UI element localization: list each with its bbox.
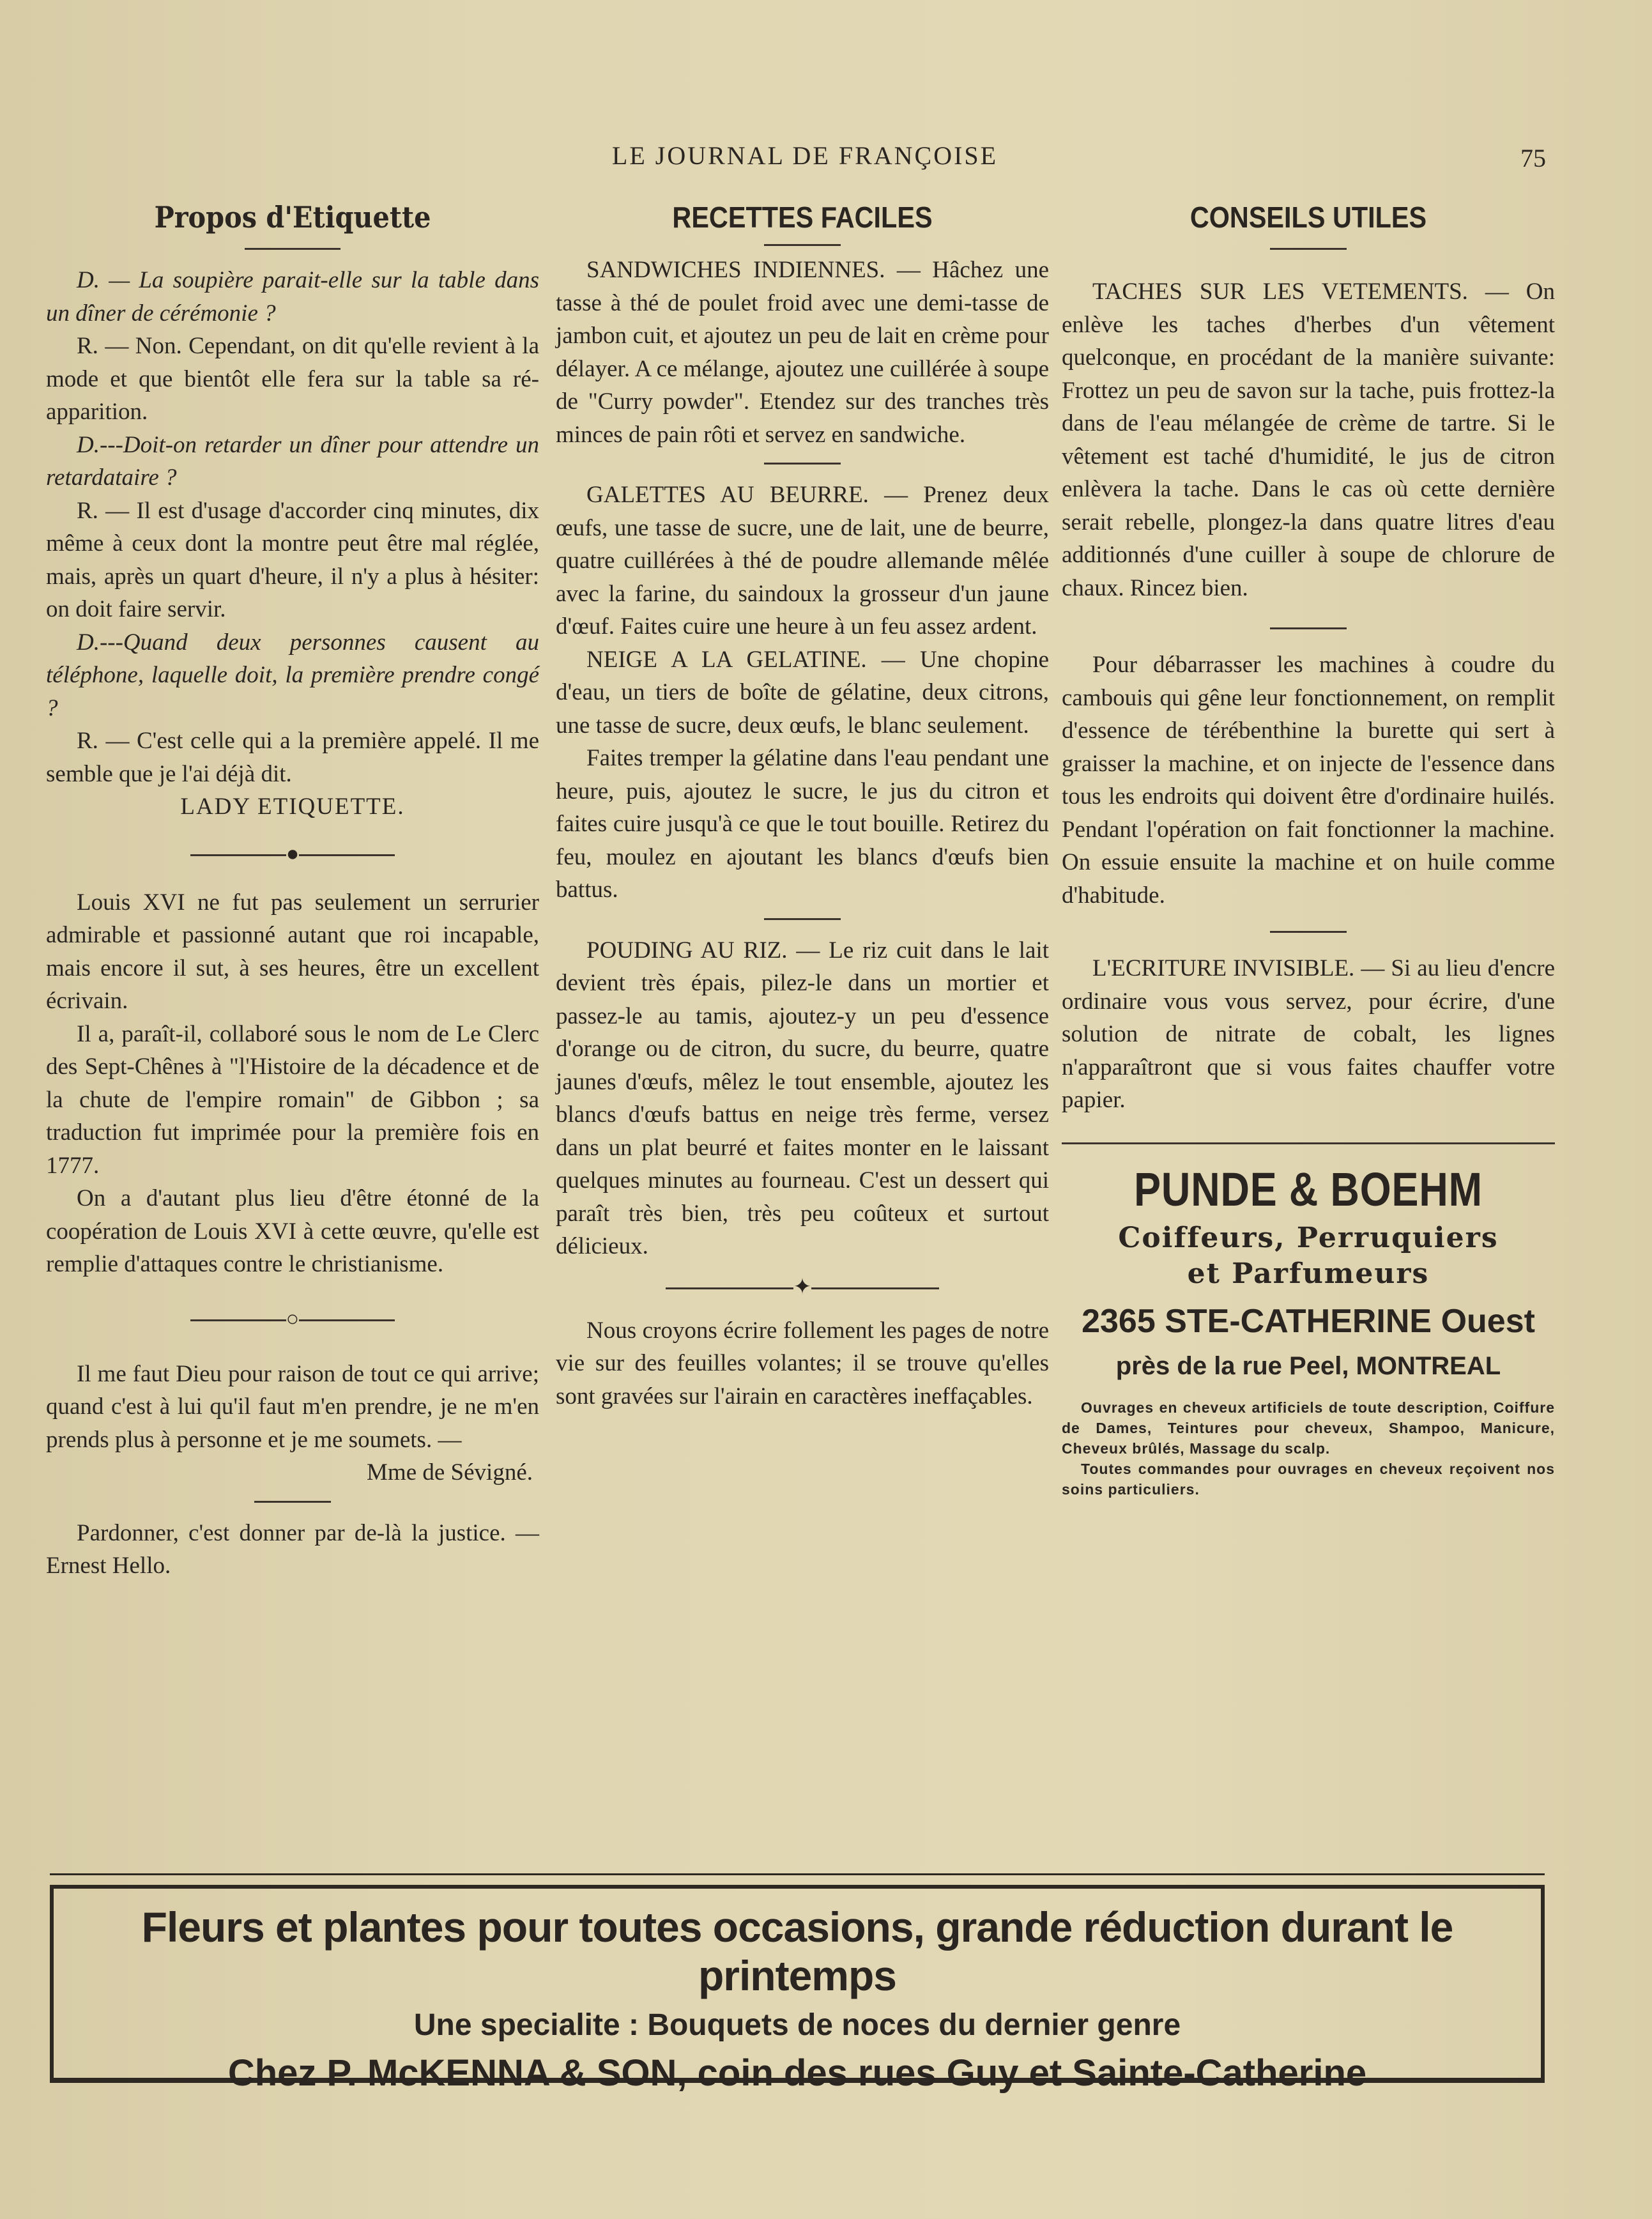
recipe-pouding <box>556 934 1049 1263</box>
recipe-title: GALETTES AU BEURRE. <box>586 482 869 508</box>
quote-sevigne: Il me faut Dieu pour raison de tout ce qui arrive; quand c'est à lui qu'il faut m'en prendre, je ne m'en prends plus à personne et je me soumets. — <box>46 1360 539 1453</box>
tip-text: — Si au lieu d'encre ordinaire vous vous servez, pour écrire, d'une solution de nitrate de cobalt, les lignes n'apparaîtront que si vous faites chauffer votre papier. <box>1062 955 1555 1113</box>
recipe-neige-method: Faites tremper la gélatine dans l'eau pendant une heure, puis, ajoutez le sucre, le jus du citron et faites cuire jusqu'à ce que le tout bouille. Retirez du feu, moulez en ajoutant les blancs d'œufs bien battus. <box>556 745 1049 903</box>
ornament-divider: ○ <box>46 1307 539 1332</box>
answer-1: R. — Non. Cependant, on dit qu'elle revient à la mode et que bientôt elle fera sur la table sa ré-apparition. <box>46 333 539 425</box>
section-heading-etiquette: Propos d'Etiquette <box>154 200 431 234</box>
answer-3: R. — C'est celle qui a la première appelé. Il me semble que je l'ai déjà dit. <box>46 728 539 787</box>
question-3: D.---Quand deux personnes causent au téléphone, laquelle doit, la première prendre congé ? <box>46 629 539 721</box>
question-2: D.---Doit-on retarder un dîner pour attendre un retardataire ? <box>46 431 539 491</box>
ornament-divider: ● <box>46 841 539 867</box>
divider <box>764 463 841 465</box>
closing-quote: Nous croyons écrire follement les pages de notre vie sur des feuilles volantes; il se trouve qu'elles sont gravées sur l'airain en caractères ineffaçables. <box>556 1317 1049 1409</box>
recipe-sandwiches <box>556 254 1049 451</box>
running-header <box>0 141 1652 179</box>
ad-description-2: Toutes commandes pour ouvrages en cheveux reçoivent nos soins particuliers. <box>1062 1460 1555 1498</box>
ad-speciality: Une specialite : Bouquets de noces du dernier genre <box>413 2008 1181 2042</box>
advertisement-mckenna <box>50 1885 1545 2094</box>
section-heading-conseils: CONSEILS UTILES <box>1189 201 1427 234</box>
ad-vendor: Chez P. McKENNA & SON, coin des rues Guy et Sainte-Catherine <box>227 2052 1367 2094</box>
divider <box>1270 248 1347 250</box>
ad-headline: Fleurs et plantes pour toutes occasions, grande réduction durant le printemps <box>141 1903 1453 1999</box>
divider <box>245 248 340 250</box>
divider <box>764 244 841 246</box>
recipe-text: — Prenez deux œufs, une tasse de sucre, une de lait, une de beurre, quatre cuillérées à thé de poudre allemande mêlée avec la farine, du saindoux la grosseur d'un jaune d'œuf. Faites cuire une heure à un feu assez ardent. <box>556 482 1049 640</box>
tip-title: TACHES SUR LES VETEMENTS. <box>1092 279 1468 305</box>
tip-title: L'ECRITURE INVISIBLE. <box>1092 955 1355 981</box>
louis-paragraph-2: Il a, paraît-il, collaboré sous le nom de Le Clerc des Sept-Chênes à "l'Histoire de la décadence et de la chute de l'empire romain" de Gibbon ; sa traduction fut imprimée pour la première fois en 1777. <box>46 1020 539 1179</box>
journal-title: LE JOURNAL DE FRANÇOISE <box>611 141 998 170</box>
column-conseils <box>1062 192 1555 1500</box>
advertisement-punde-boehm <box>1062 1142 1555 1500</box>
divider <box>254 1501 331 1503</box>
ad-subtitle-2: et Parfumeurs <box>1187 1257 1430 1290</box>
recipe-text: — Le riz cuit dans le lait devient très épais, pilez-le dans un mortier et passez-le au tamis, ajoutez-y un peu d'essence d'orange ou de citron, du sucre, du beurre, quatre jaunes d'œufs, mêlez le tout ensemble, ajoutez les blancs d'œufs battus en neige très ferme, versez dans un plat beurré et faites monter en le laissant quelques minutes au fourneau. C'est un dessert qui paraît très bien, très peu coûteux et surtout délicieux. <box>556 937 1050 1259</box>
signature: LADY ETIQUETTE. <box>180 794 405 820</box>
recipe-title: SANDWICHES INDIENNES. <box>586 257 885 283</box>
recipe-text: — Hâchez une tasse à thé de poulet froid avec une demi-tasse de jambon cuit, et ajoutez un peu de lait en crème pour délayer. A ce mélange, ajoutez une cuillérée à soupe de "Curry powder". Etendez sur des tranches très minces de pain rôti et servez en sandwiche. <box>556 257 1049 448</box>
divider <box>1270 627 1347 629</box>
ad-address: 2365 STE-CATHERINE Ouest <box>1082 1302 1535 1340</box>
question-1: D. — La soupière parait-elle sur la table dans un dîner de cérémonie ? <box>46 267 539 326</box>
recipe-title: NEIGE A LA GELATINE. <box>586 646 867 673</box>
ad-description: Ouvrages en cheveux artificiels de toute description, Coiffure de Dames, Teintures pour cheveux, Shampoo, Manicure, Cheveux brûlés, Massage du scalp. <box>1062 1399 1555 1457</box>
recipe-galettes <box>556 479 1049 643</box>
page-number: 75 <box>1520 144 1546 173</box>
answer-2: R. — Il est d'usage d'accorder cinq minutes, dix même à ceux dont la montre peut être mal réglée, mais, après un quart d'heure, il n'y a plus à hésiter: on doit faire servir. <box>46 497 539 622</box>
recipe-text: — Une chopine d'eau, un tiers de boîte de gélatine, deux citrons, une tasse de sucre, deux œufs, le blanc seulement. <box>556 646 1049 739</box>
divider <box>1270 931 1347 933</box>
tip-text: — On enlève les taches d'herbes d'un vêtement quelconque, en procédant de la manière suivante: Frottez un peu de savon sur la tache, puis frottez-la dans de l'eau mélangée de crème de tartre. Si le vêtement est taché d'humidité, le jus de citron enlèvera la tache. Dans le cas où cette dernière serait rebelle, plongez-la dans quatre litres d'eau additionnés d'une cuiller à soupe de chlorure de chaux. Rincez bien. <box>1062 279 1555 601</box>
ad-name: PUNDE & BOEHM <box>1134 1162 1483 1216</box>
ad-subtitle-1: Coiffeurs, Perruquiers <box>1118 1221 1499 1254</box>
quote-hello: Pardonner, c'est donner par de-là la justice. — Ernest Hello. <box>46 1519 539 1579</box>
divider <box>764 918 841 920</box>
divider <box>50 1873 1545 1875</box>
quote-sevigne-author: Mme de Sévigné. <box>367 1459 533 1486</box>
recipe-title: POUDING AU RIZ. <box>586 937 788 964</box>
column-recettes <box>556 192 1049 1413</box>
tip-ecriture <box>1062 952 1555 1117</box>
tip-machines: Pour débarrasser les machines à coudre du cambouis qui gêne leur fonctionnement, on remplit d'essence de térébenthine la burette qui sert à graisser la machine, et on injecte de l'essence dans tous les endroits qui doivent être d'ordinaire huilés. Pendant l'opération on fait fonctionner la machine. On essuie ensuite la machine et on huile comme d'habitude. <box>1062 652 1555 909</box>
column-etiquette <box>46 192 539 1583</box>
section-heading-recettes: RECETTES FACILES <box>672 201 933 234</box>
tip-taches <box>1062 275 1555 604</box>
louis-paragraph-3: On a d'autant plus lieu d'être étonné de la coopération de Louis XVI à cette œuvre, qu'elle est remplie d'attaques contre le christianisme. <box>46 1185 539 1277</box>
louis-paragraph-1: Louis XVI ne fut pas seulement un serrurier admirable et passionné autant que roi incapable, mais encore il sut, à ses heures, être un excellent écrivain. <box>46 889 539 1014</box>
recipe-neige <box>556 643 1049 742</box>
ornament-divider: ✦ <box>556 1275 1049 1300</box>
ad-address-2: près de la rue Peel, MONTREAL <box>1115 1351 1501 1380</box>
